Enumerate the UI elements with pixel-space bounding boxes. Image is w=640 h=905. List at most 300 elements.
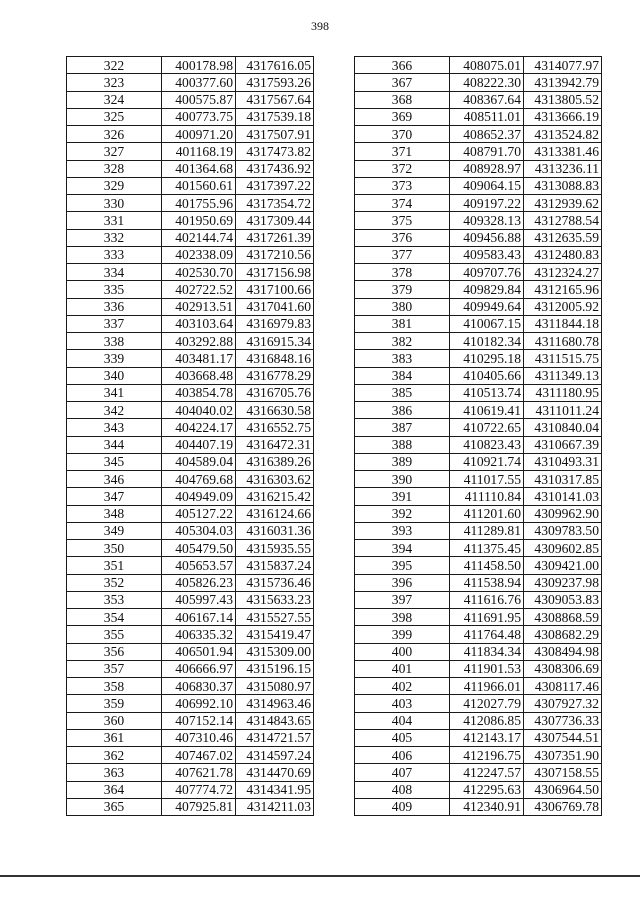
y-coordinate-cell: 4316705.76 bbox=[236, 384, 314, 401]
x-coordinate-cell: 410823.43 bbox=[450, 436, 524, 453]
table-row bbox=[355, 367, 602, 384]
x-coordinate-cell: 410513.74 bbox=[450, 384, 524, 401]
y-coordinate-cell: 4310141.03 bbox=[524, 488, 602, 505]
table-row bbox=[67, 57, 314, 74]
y-coordinate-cell: 4315935.55 bbox=[236, 540, 314, 557]
page-number: 398 bbox=[311, 19, 329, 33]
table-row bbox=[67, 522, 314, 539]
point-number-cell: 343 bbox=[67, 419, 162, 436]
y-coordinate-cell: 4306964.50 bbox=[524, 781, 602, 798]
point-number-cell: 338 bbox=[67, 333, 162, 350]
point-number-cell: 383 bbox=[355, 350, 450, 367]
point-number-cell: 376 bbox=[355, 229, 450, 246]
y-coordinate-cell: 4315736.46 bbox=[236, 574, 314, 591]
x-coordinate-cell: 408511.01 bbox=[450, 108, 524, 125]
table-row bbox=[355, 505, 602, 522]
y-coordinate-cell: 4307544.51 bbox=[524, 729, 602, 746]
x-coordinate-cell: 411764.48 bbox=[450, 626, 524, 643]
point-number-cell: 327 bbox=[67, 143, 162, 160]
point-number-cell: 384 bbox=[355, 367, 450, 384]
x-coordinate-cell: 405127.22 bbox=[162, 505, 236, 522]
point-number-cell: 334 bbox=[67, 264, 162, 281]
table-row bbox=[355, 626, 602, 643]
point-number-cell: 382 bbox=[355, 333, 450, 350]
table-row bbox=[355, 126, 602, 143]
y-coordinate-cell: 4316979.83 bbox=[236, 315, 314, 332]
x-coordinate-cell: 401950.69 bbox=[162, 212, 236, 229]
table-row bbox=[67, 471, 314, 488]
y-coordinate-cell: 4314721.57 bbox=[236, 729, 314, 746]
x-coordinate-cell: 400971.20 bbox=[162, 126, 236, 143]
table-row bbox=[67, 729, 314, 746]
y-coordinate-cell: 4314341.95 bbox=[236, 781, 314, 798]
y-coordinate-cell: 4316215.42 bbox=[236, 488, 314, 505]
table-row bbox=[355, 419, 602, 436]
x-coordinate-cell: 405826.23 bbox=[162, 574, 236, 591]
y-coordinate-cell: 4314963.46 bbox=[236, 695, 314, 712]
table-row bbox=[67, 298, 314, 315]
x-coordinate-cell: 412086.85 bbox=[450, 712, 524, 729]
table-row bbox=[67, 177, 314, 194]
table-row bbox=[355, 522, 602, 539]
y-coordinate-cell: 4312324.27 bbox=[524, 264, 602, 281]
y-coordinate-cell: 4317261.39 bbox=[236, 229, 314, 246]
point-number-cell: 341 bbox=[67, 384, 162, 401]
table-row bbox=[67, 402, 314, 419]
point-number-cell: 323 bbox=[67, 74, 162, 91]
y-coordinate-cell: 4312635.59 bbox=[524, 229, 602, 246]
x-coordinate-cell: 407152.14 bbox=[162, 712, 236, 729]
x-coordinate-cell: 411110.84 bbox=[450, 488, 524, 505]
point-number-cell: 363 bbox=[67, 764, 162, 781]
y-coordinate-cell: 4316915.34 bbox=[236, 333, 314, 350]
table-row bbox=[67, 419, 314, 436]
y-coordinate-cell: 4311680.78 bbox=[524, 333, 602, 350]
point-number-cell: 398 bbox=[355, 609, 450, 626]
point-number-cell: 361 bbox=[67, 729, 162, 746]
point-number-cell: 330 bbox=[67, 195, 162, 212]
table-row bbox=[67, 591, 314, 608]
point-number-cell: 386 bbox=[355, 402, 450, 419]
y-coordinate-cell: 4317507.91 bbox=[236, 126, 314, 143]
table-row bbox=[355, 729, 602, 746]
point-number-cell: 374 bbox=[355, 195, 450, 212]
bottom-rule bbox=[0, 875, 640, 877]
y-coordinate-cell: 4307351.90 bbox=[524, 747, 602, 764]
y-coordinate-cell: 4312165.96 bbox=[524, 281, 602, 298]
point-number-cell: 357 bbox=[67, 660, 162, 677]
x-coordinate-cell: 411201.60 bbox=[450, 505, 524, 522]
y-coordinate-cell: 4314470.69 bbox=[236, 764, 314, 781]
point-number-cell: 385 bbox=[355, 384, 450, 401]
point-number-cell: 372 bbox=[355, 160, 450, 177]
point-number-cell: 393 bbox=[355, 522, 450, 539]
point-number-cell: 335 bbox=[67, 281, 162, 298]
table-row bbox=[355, 91, 602, 108]
table-row bbox=[355, 264, 602, 281]
x-coordinate-cell: 406992.10 bbox=[162, 695, 236, 712]
point-number-cell: 377 bbox=[355, 246, 450, 263]
table-row bbox=[67, 74, 314, 91]
point-number-cell: 350 bbox=[67, 540, 162, 557]
point-number-cell: 389 bbox=[355, 453, 450, 470]
table-row bbox=[67, 505, 314, 522]
y-coordinate-cell: 4310493.31 bbox=[524, 453, 602, 470]
table-row bbox=[67, 609, 314, 626]
y-coordinate-cell: 4309237.98 bbox=[524, 574, 602, 591]
table-row bbox=[355, 678, 602, 695]
table-row bbox=[355, 695, 602, 712]
point-number-cell: 367 bbox=[355, 74, 450, 91]
x-coordinate-cell: 410182.34 bbox=[450, 333, 524, 350]
x-coordinate-cell: 403292.88 bbox=[162, 333, 236, 350]
x-coordinate-cell: 407925.81 bbox=[162, 798, 236, 815]
point-number-cell: 360 bbox=[67, 712, 162, 729]
x-coordinate-cell: 400178.98 bbox=[162, 57, 236, 74]
y-coordinate-cell: 4308117.46 bbox=[524, 678, 602, 695]
y-coordinate-cell: 4314843.65 bbox=[236, 712, 314, 729]
x-coordinate-cell: 401560.61 bbox=[162, 177, 236, 194]
point-number-cell: 381 bbox=[355, 315, 450, 332]
x-coordinate-cell: 411375.45 bbox=[450, 540, 524, 557]
point-number-cell: 369 bbox=[355, 108, 450, 125]
table-row bbox=[67, 626, 314, 643]
point-number-cell: 353 bbox=[67, 591, 162, 608]
table-row bbox=[67, 436, 314, 453]
x-coordinate-cell: 411691.95 bbox=[450, 609, 524, 626]
x-coordinate-cell: 400773.75 bbox=[162, 108, 236, 125]
point-number-cell: 337 bbox=[67, 315, 162, 332]
table-row bbox=[355, 57, 602, 74]
x-coordinate-cell: 405304.03 bbox=[162, 522, 236, 539]
x-coordinate-cell: 408928.97 bbox=[450, 160, 524, 177]
point-number-cell: 345 bbox=[67, 453, 162, 470]
table-row bbox=[355, 350, 602, 367]
table-row bbox=[355, 108, 602, 125]
point-number-cell: 375 bbox=[355, 212, 450, 229]
x-coordinate-cell: 408791.70 bbox=[450, 143, 524, 160]
y-coordinate-cell: 4315419.47 bbox=[236, 626, 314, 643]
x-coordinate-cell: 408222.30 bbox=[450, 74, 524, 91]
x-coordinate-cell: 408652.37 bbox=[450, 126, 524, 143]
y-coordinate-cell: 4309962.90 bbox=[524, 505, 602, 522]
x-coordinate-cell: 406666.97 bbox=[162, 660, 236, 677]
table-row bbox=[355, 643, 602, 660]
point-number-cell: 325 bbox=[67, 108, 162, 125]
point-number-cell: 395 bbox=[355, 557, 450, 574]
table-row bbox=[355, 781, 602, 798]
y-coordinate-cell: 4308306.69 bbox=[524, 660, 602, 677]
table-row bbox=[67, 781, 314, 798]
point-number-cell: 326 bbox=[67, 126, 162, 143]
point-number-cell: 364 bbox=[67, 781, 162, 798]
y-coordinate-cell: 4316389.26 bbox=[236, 453, 314, 470]
y-coordinate-cell: 4317436.92 bbox=[236, 160, 314, 177]
table-row bbox=[355, 160, 602, 177]
point-number-cell: 332 bbox=[67, 229, 162, 246]
coordinate-table-left-body bbox=[67, 57, 314, 816]
table-row bbox=[67, 264, 314, 281]
point-number-cell: 348 bbox=[67, 505, 162, 522]
point-number-cell: 403 bbox=[355, 695, 450, 712]
y-coordinate-cell: 4312480.83 bbox=[524, 246, 602, 263]
y-coordinate-cell: 4308494.98 bbox=[524, 643, 602, 660]
point-number-cell: 340 bbox=[67, 367, 162, 384]
y-coordinate-cell: 4317567.64 bbox=[236, 91, 314, 108]
table-row bbox=[355, 246, 602, 263]
x-coordinate-cell: 402338.09 bbox=[162, 246, 236, 263]
x-coordinate-cell: 411616.76 bbox=[450, 591, 524, 608]
table-row bbox=[67, 281, 314, 298]
point-number-cell: 392 bbox=[355, 505, 450, 522]
point-number-cell: 379 bbox=[355, 281, 450, 298]
point-number-cell: 407 bbox=[355, 764, 450, 781]
y-coordinate-cell: 4308868.59 bbox=[524, 609, 602, 626]
table-row bbox=[355, 591, 602, 608]
table-row bbox=[67, 91, 314, 108]
point-number-cell: 359 bbox=[67, 695, 162, 712]
table-row bbox=[67, 488, 314, 505]
table-row bbox=[355, 298, 602, 315]
y-coordinate-cell: 4316124.66 bbox=[236, 505, 314, 522]
table-row bbox=[355, 764, 602, 781]
x-coordinate-cell: 402530.70 bbox=[162, 264, 236, 281]
y-coordinate-cell: 4313088.83 bbox=[524, 177, 602, 194]
x-coordinate-cell: 408367.64 bbox=[450, 91, 524, 108]
y-coordinate-cell: 4311844.18 bbox=[524, 315, 602, 332]
x-coordinate-cell: 402722.52 bbox=[162, 281, 236, 298]
table-row bbox=[355, 471, 602, 488]
point-number-cell: 387 bbox=[355, 419, 450, 436]
point-number-cell: 397 bbox=[355, 591, 450, 608]
point-number-cell: 328 bbox=[67, 160, 162, 177]
y-coordinate-cell: 4310317.85 bbox=[524, 471, 602, 488]
table-row bbox=[355, 384, 602, 401]
y-coordinate-cell: 4315837.24 bbox=[236, 557, 314, 574]
point-number-cell: 336 bbox=[67, 298, 162, 315]
y-coordinate-cell: 4317041.60 bbox=[236, 298, 314, 315]
y-coordinate-cell: 4310667.39 bbox=[524, 436, 602, 453]
x-coordinate-cell: 409583.43 bbox=[450, 246, 524, 263]
point-number-cell: 355 bbox=[67, 626, 162, 643]
x-coordinate-cell: 403103.64 bbox=[162, 315, 236, 332]
x-coordinate-cell: 404949.09 bbox=[162, 488, 236, 505]
y-coordinate-cell: 4316630.58 bbox=[236, 402, 314, 419]
y-coordinate-cell: 4317309.44 bbox=[236, 212, 314, 229]
point-number-cell: 391 bbox=[355, 488, 450, 505]
table-row bbox=[67, 315, 314, 332]
table-row bbox=[67, 695, 314, 712]
point-number-cell: 402 bbox=[355, 678, 450, 695]
y-coordinate-cell: 4308682.29 bbox=[524, 626, 602, 643]
point-number-cell: 347 bbox=[67, 488, 162, 505]
x-coordinate-cell: 411538.94 bbox=[450, 574, 524, 591]
table-row bbox=[67, 160, 314, 177]
x-coordinate-cell: 409829.84 bbox=[450, 281, 524, 298]
point-number-cell: 352 bbox=[67, 574, 162, 591]
x-coordinate-cell: 410405.66 bbox=[450, 367, 524, 384]
coordinate-table-left bbox=[66, 56, 314, 816]
table-row bbox=[355, 212, 602, 229]
x-coordinate-cell: 411966.01 bbox=[450, 678, 524, 695]
x-coordinate-cell: 406501.94 bbox=[162, 643, 236, 660]
table-row bbox=[67, 747, 314, 764]
point-number-cell: 401 bbox=[355, 660, 450, 677]
y-coordinate-cell: 4313381.46 bbox=[524, 143, 602, 160]
x-coordinate-cell: 407467.02 bbox=[162, 747, 236, 764]
point-number-cell: 333 bbox=[67, 246, 162, 263]
table-row bbox=[67, 195, 314, 212]
point-number-cell: 339 bbox=[67, 350, 162, 367]
point-number-cell: 351 bbox=[67, 557, 162, 574]
x-coordinate-cell: 406830.37 bbox=[162, 678, 236, 695]
x-coordinate-cell: 407621.78 bbox=[162, 764, 236, 781]
y-coordinate-cell: 4316031.36 bbox=[236, 522, 314, 539]
point-number-cell: 370 bbox=[355, 126, 450, 143]
x-coordinate-cell: 411017.55 bbox=[450, 471, 524, 488]
table-row bbox=[355, 540, 602, 557]
table-row bbox=[355, 402, 602, 419]
coordinate-table-right bbox=[354, 56, 602, 816]
point-number-cell: 324 bbox=[67, 91, 162, 108]
point-number-cell: 356 bbox=[67, 643, 162, 660]
x-coordinate-cell: 409197.22 bbox=[450, 195, 524, 212]
table-row bbox=[355, 333, 602, 350]
table-row bbox=[355, 747, 602, 764]
point-number-cell: 344 bbox=[67, 436, 162, 453]
y-coordinate-cell: 4315196.15 bbox=[236, 660, 314, 677]
y-coordinate-cell: 4307736.33 bbox=[524, 712, 602, 729]
y-coordinate-cell: 4317539.18 bbox=[236, 108, 314, 125]
point-number-cell: 396 bbox=[355, 574, 450, 591]
x-coordinate-cell: 410067.15 bbox=[450, 315, 524, 332]
x-coordinate-cell: 401755.96 bbox=[162, 195, 236, 212]
y-coordinate-cell: 4311515.75 bbox=[524, 350, 602, 367]
x-coordinate-cell: 410295.18 bbox=[450, 350, 524, 367]
y-coordinate-cell: 4316848.16 bbox=[236, 350, 314, 367]
x-coordinate-cell: 401168.19 bbox=[162, 143, 236, 160]
x-coordinate-cell: 412196.75 bbox=[450, 747, 524, 764]
y-coordinate-cell: 4317397.22 bbox=[236, 177, 314, 194]
x-coordinate-cell: 409064.15 bbox=[450, 177, 524, 194]
y-coordinate-cell: 4317593.26 bbox=[236, 74, 314, 91]
y-coordinate-cell: 4317210.56 bbox=[236, 246, 314, 263]
table-row bbox=[67, 384, 314, 401]
point-number-cell: 394 bbox=[355, 540, 450, 557]
table-row bbox=[355, 143, 602, 160]
table-row bbox=[67, 212, 314, 229]
y-coordinate-cell: 4314077.97 bbox=[524, 57, 602, 74]
y-coordinate-cell: 4312005.92 bbox=[524, 298, 602, 315]
point-number-cell: 378 bbox=[355, 264, 450, 281]
table-row bbox=[355, 195, 602, 212]
point-number-cell: 365 bbox=[67, 798, 162, 815]
table-row bbox=[67, 798, 314, 815]
x-coordinate-cell: 404040.02 bbox=[162, 402, 236, 419]
point-number-cell: 399 bbox=[355, 626, 450, 643]
table-row bbox=[67, 764, 314, 781]
table-row bbox=[355, 436, 602, 453]
y-coordinate-cell: 4309602.85 bbox=[524, 540, 602, 557]
x-coordinate-cell: 408075.01 bbox=[450, 57, 524, 74]
x-coordinate-cell: 411901.53 bbox=[450, 660, 524, 677]
point-number-cell: 358 bbox=[67, 678, 162, 695]
x-coordinate-cell: 403854.78 bbox=[162, 384, 236, 401]
x-coordinate-cell: 401364.68 bbox=[162, 160, 236, 177]
table-row bbox=[355, 315, 602, 332]
x-coordinate-cell: 407310.46 bbox=[162, 729, 236, 746]
table-row bbox=[67, 712, 314, 729]
point-number-cell: 373 bbox=[355, 177, 450, 194]
y-coordinate-cell: 4311180.95 bbox=[524, 384, 602, 401]
y-coordinate-cell: 4311011.24 bbox=[524, 402, 602, 419]
table-row bbox=[355, 281, 602, 298]
y-coordinate-cell: 4316303.62 bbox=[236, 471, 314, 488]
y-coordinate-cell: 4312788.54 bbox=[524, 212, 602, 229]
x-coordinate-cell: 411289.81 bbox=[450, 522, 524, 539]
table-row bbox=[355, 74, 602, 91]
y-coordinate-cell: 4317616.05 bbox=[236, 57, 314, 74]
y-coordinate-cell: 4315633.23 bbox=[236, 591, 314, 608]
x-coordinate-cell: 410921.74 bbox=[450, 453, 524, 470]
coordinate-table-right-body bbox=[355, 57, 602, 816]
table-row bbox=[67, 574, 314, 591]
y-coordinate-cell: 4316778.29 bbox=[236, 367, 314, 384]
table-row bbox=[67, 246, 314, 263]
table-row bbox=[355, 798, 602, 815]
point-number-cell: 404 bbox=[355, 712, 450, 729]
point-number-cell: 354 bbox=[67, 609, 162, 626]
table-row bbox=[67, 660, 314, 677]
point-number-cell: 342 bbox=[67, 402, 162, 419]
y-coordinate-cell: 4317354.72 bbox=[236, 195, 314, 212]
y-coordinate-cell: 4309421.00 bbox=[524, 557, 602, 574]
table-row bbox=[355, 453, 602, 470]
x-coordinate-cell: 409707.76 bbox=[450, 264, 524, 281]
point-number-cell: 409 bbox=[355, 798, 450, 815]
x-coordinate-cell: 411458.50 bbox=[450, 557, 524, 574]
table-row bbox=[67, 678, 314, 695]
x-coordinate-cell: 409328.13 bbox=[450, 212, 524, 229]
x-coordinate-cell: 405997.43 bbox=[162, 591, 236, 608]
x-coordinate-cell: 400575.87 bbox=[162, 91, 236, 108]
x-coordinate-cell: 405653.57 bbox=[162, 557, 236, 574]
point-number-cell: 388 bbox=[355, 436, 450, 453]
point-number-cell: 322 bbox=[67, 57, 162, 74]
x-coordinate-cell: 404589.04 bbox=[162, 453, 236, 470]
y-coordinate-cell: 4307927.32 bbox=[524, 695, 602, 712]
x-coordinate-cell: 400377.60 bbox=[162, 74, 236, 91]
table-row bbox=[67, 643, 314, 660]
x-coordinate-cell: 412247.57 bbox=[450, 764, 524, 781]
table-row bbox=[67, 333, 314, 350]
table-row bbox=[67, 229, 314, 246]
point-number-cell: 380 bbox=[355, 298, 450, 315]
table-row bbox=[67, 540, 314, 557]
point-number-cell: 371 bbox=[355, 143, 450, 160]
x-coordinate-cell: 406167.14 bbox=[162, 609, 236, 626]
table-row bbox=[355, 488, 602, 505]
x-coordinate-cell: 403668.48 bbox=[162, 367, 236, 384]
x-coordinate-cell: 402144.74 bbox=[162, 229, 236, 246]
y-coordinate-cell: 4309783.50 bbox=[524, 522, 602, 539]
table-row bbox=[67, 367, 314, 384]
y-coordinate-cell: 4317100.66 bbox=[236, 281, 314, 298]
x-coordinate-cell: 412027.79 bbox=[450, 695, 524, 712]
y-coordinate-cell: 4315309.00 bbox=[236, 643, 314, 660]
x-coordinate-cell: 409456.88 bbox=[450, 229, 524, 246]
point-number-cell: 349 bbox=[67, 522, 162, 539]
